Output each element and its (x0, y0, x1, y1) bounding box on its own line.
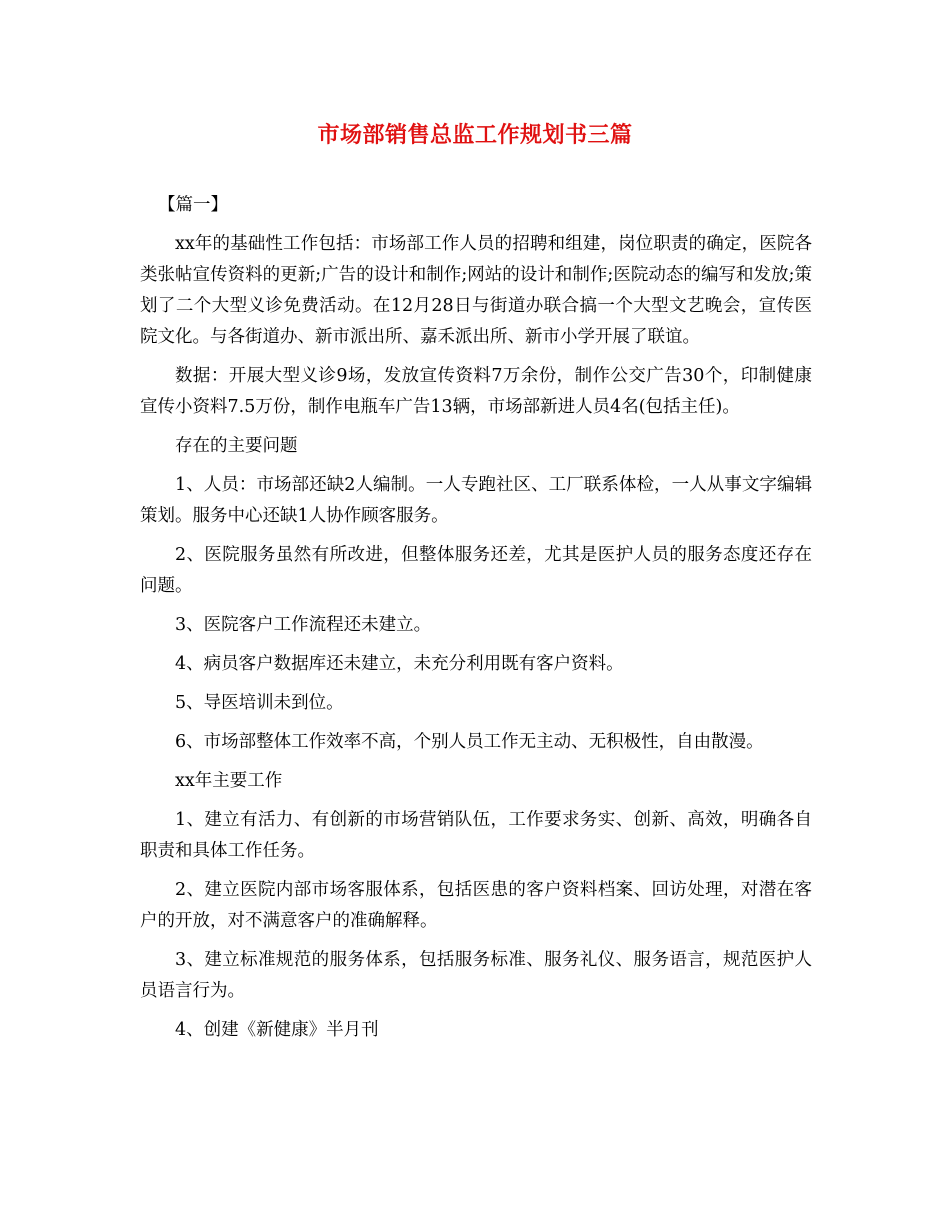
paragraph-problem-6: 6、市场部整体工作效率不高，个别人员工作无主动、无积极性，自由散漫。 (175, 732, 764, 752)
paragraph-problem-2: 2、医院服务虽然有所改进，但整体服务还差，尤其是医护人员的服务态度还存在问题。 (140, 545, 812, 596)
document-body (140, 190, 812, 1054)
section-heading: 【篇一】 (158, 195, 228, 215)
paragraph-problems-heading: 存在的主要问题 (175, 436, 298, 456)
paragraph-main-work-heading: xx年主要工作 (175, 771, 283, 791)
paragraph-basic-work: xx年的基础性工作包括：市场部工作人员的招聘和组建，岗位职责的确定，医院各类张帖宣传资料的更新;广告的设计和制作;网站的设计和制作;医院动态的编写和发放;策划了二个大型义诊免费活动。在12月28日与街道办联合搞一个大型文艺晚会，宣传医院文化。与各街道办、新市派出所、嘉禾派出所、新市小学开展了联谊。 (140, 234, 812, 347)
paragraph-problem-5: 5、导医培训未到位。 (175, 693, 344, 713)
paragraph-problem-3: 3、医院客户工作流程还未建立。 (175, 615, 432, 635)
paragraph-work-2: 2、建立医院内部市场客服体系，包括医患的客户资料档案、回访处理，对潜在客户的开放，对不满意客户的准确解释。 (140, 880, 812, 931)
document-title: 市场部销售总监工作规划书三篇 (317, 122, 633, 148)
paragraph-work-4: 4、创建《新健康》半月刊 (175, 1020, 379, 1040)
paragraph-work-3: 3、建立标准规范的服务体系，包括服务标准、服务礼仪、服务语言，规范医护人员语言行为。 (140, 950, 812, 1001)
paragraph-work-1: 1、建立有活力、有创新的市场营销队伍，工作要求务实、创新、高效，明确各自职责和具体工作任务。 (140, 810, 812, 861)
paragraph-problem-1: 1、人员：市场部还缺2人编制。一人专跑社区、工厂联系体检，一人从事文字编辑策划。服务中心还缺1人协作顾客服务。 (140, 475, 812, 526)
paragraph-data: 数据：开展大型义诊9场，发放宣传资料7万余份，制作公交广告30个，印制健康宣传小资料7.5万份，制作电瓶车广告13辆，市场部新进人员4名(包括主任)。 (140, 366, 812, 417)
paragraph-problem-4: 4、病员客户数据库还未建立，未充分利用既有客户资料。 (175, 654, 624, 674)
